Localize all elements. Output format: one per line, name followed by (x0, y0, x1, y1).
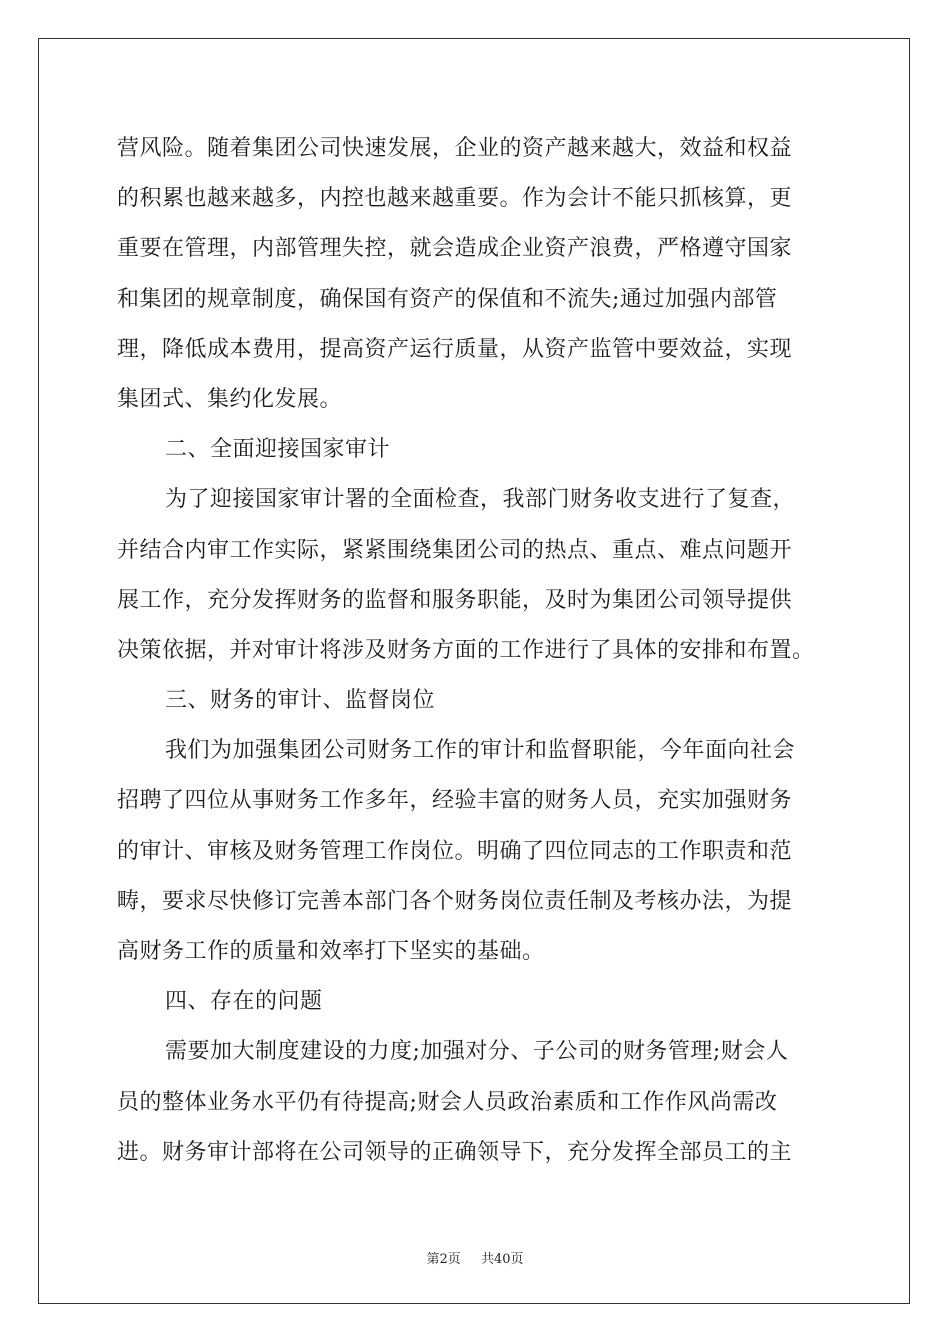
text-line: 进。财务审计部将在公司领导的正确领导下，充分发挥全部员工的主 (117, 1139, 793, 1165)
text-line: 决策依据，并对审计将涉及财务方面的工作进行了具体的安排和布置。 (117, 637, 815, 663)
text-line: 理，降低成本费用，提高资产运行质量，从资产监管中要效益，实现 (117, 336, 793, 362)
total-pages-label: 共40页 (480, 1252, 524, 1267)
text-line: 三、财务的审计、监督岗位 (165, 688, 436, 714)
text-line: 四、存在的问题 (165, 989, 323, 1015)
text-line: 员的整体业务水平仍有待提高;财会人员政治素质和工作作风尚需改 (117, 1089, 778, 1115)
text-line: 集团式、集约化发展。 (117, 386, 343, 412)
text-line: 我们为加强集团公司财务工作的审计和监督职能，今年面向社会 (165, 738, 796, 764)
text-line: 的审计、审核及财务管理工作岗位。明确了四位同志的工作职责和范 (117, 838, 793, 864)
document-body (117, 124, 837, 1178)
text-line: 营风险。随着集团公司快速发展，企业的资产越来越大，效益和权益 (117, 136, 793, 161)
text-line: 展工作，充分发挥财务的监督和服务职能，及时为集团公司领导提供 (117, 587, 793, 613)
text-line: 二、全面迎接国家审计 (165, 437, 391, 463)
text-line: 的积累也越来越多，内控也越来越重要。作为会计不能只抓核算，更 (117, 186, 793, 212)
text-line: 高财务工作的质量和效率打下坚实的基础。 (117, 939, 545, 964)
current-page-label: 第2页 (426, 1252, 461, 1267)
text-line: 为了迎接国家审计署的全面检查，我部门财务收支进行了复查， (165, 487, 796, 513)
page-footer (0, 1248, 950, 1267)
text-line: 需要加大制度建设的力度;加强对分、子公司的财务管理;财会人 (165, 1039, 789, 1065)
text-line: 畴，要求尽快修订完善本部门各个财务岗位责任制及考核办法，为提 (117, 888, 793, 914)
text-line: 和集团的规章制度，确保国有资产的保值和不流失;通过加强内部管 (117, 286, 778, 312)
text-line: 重要在管理，内部管理失控，就会造成企业资产浪费，严格遵守国家 (117, 236, 793, 262)
text-line: 并结合内审工作实际，紧紧围绕集团公司的热点、重点、难点问题开 (117, 537, 793, 563)
text-line: 招聘了四位从事财务工作多年，经验丰富的财务人员，充实加强财务 (117, 788, 793, 814)
